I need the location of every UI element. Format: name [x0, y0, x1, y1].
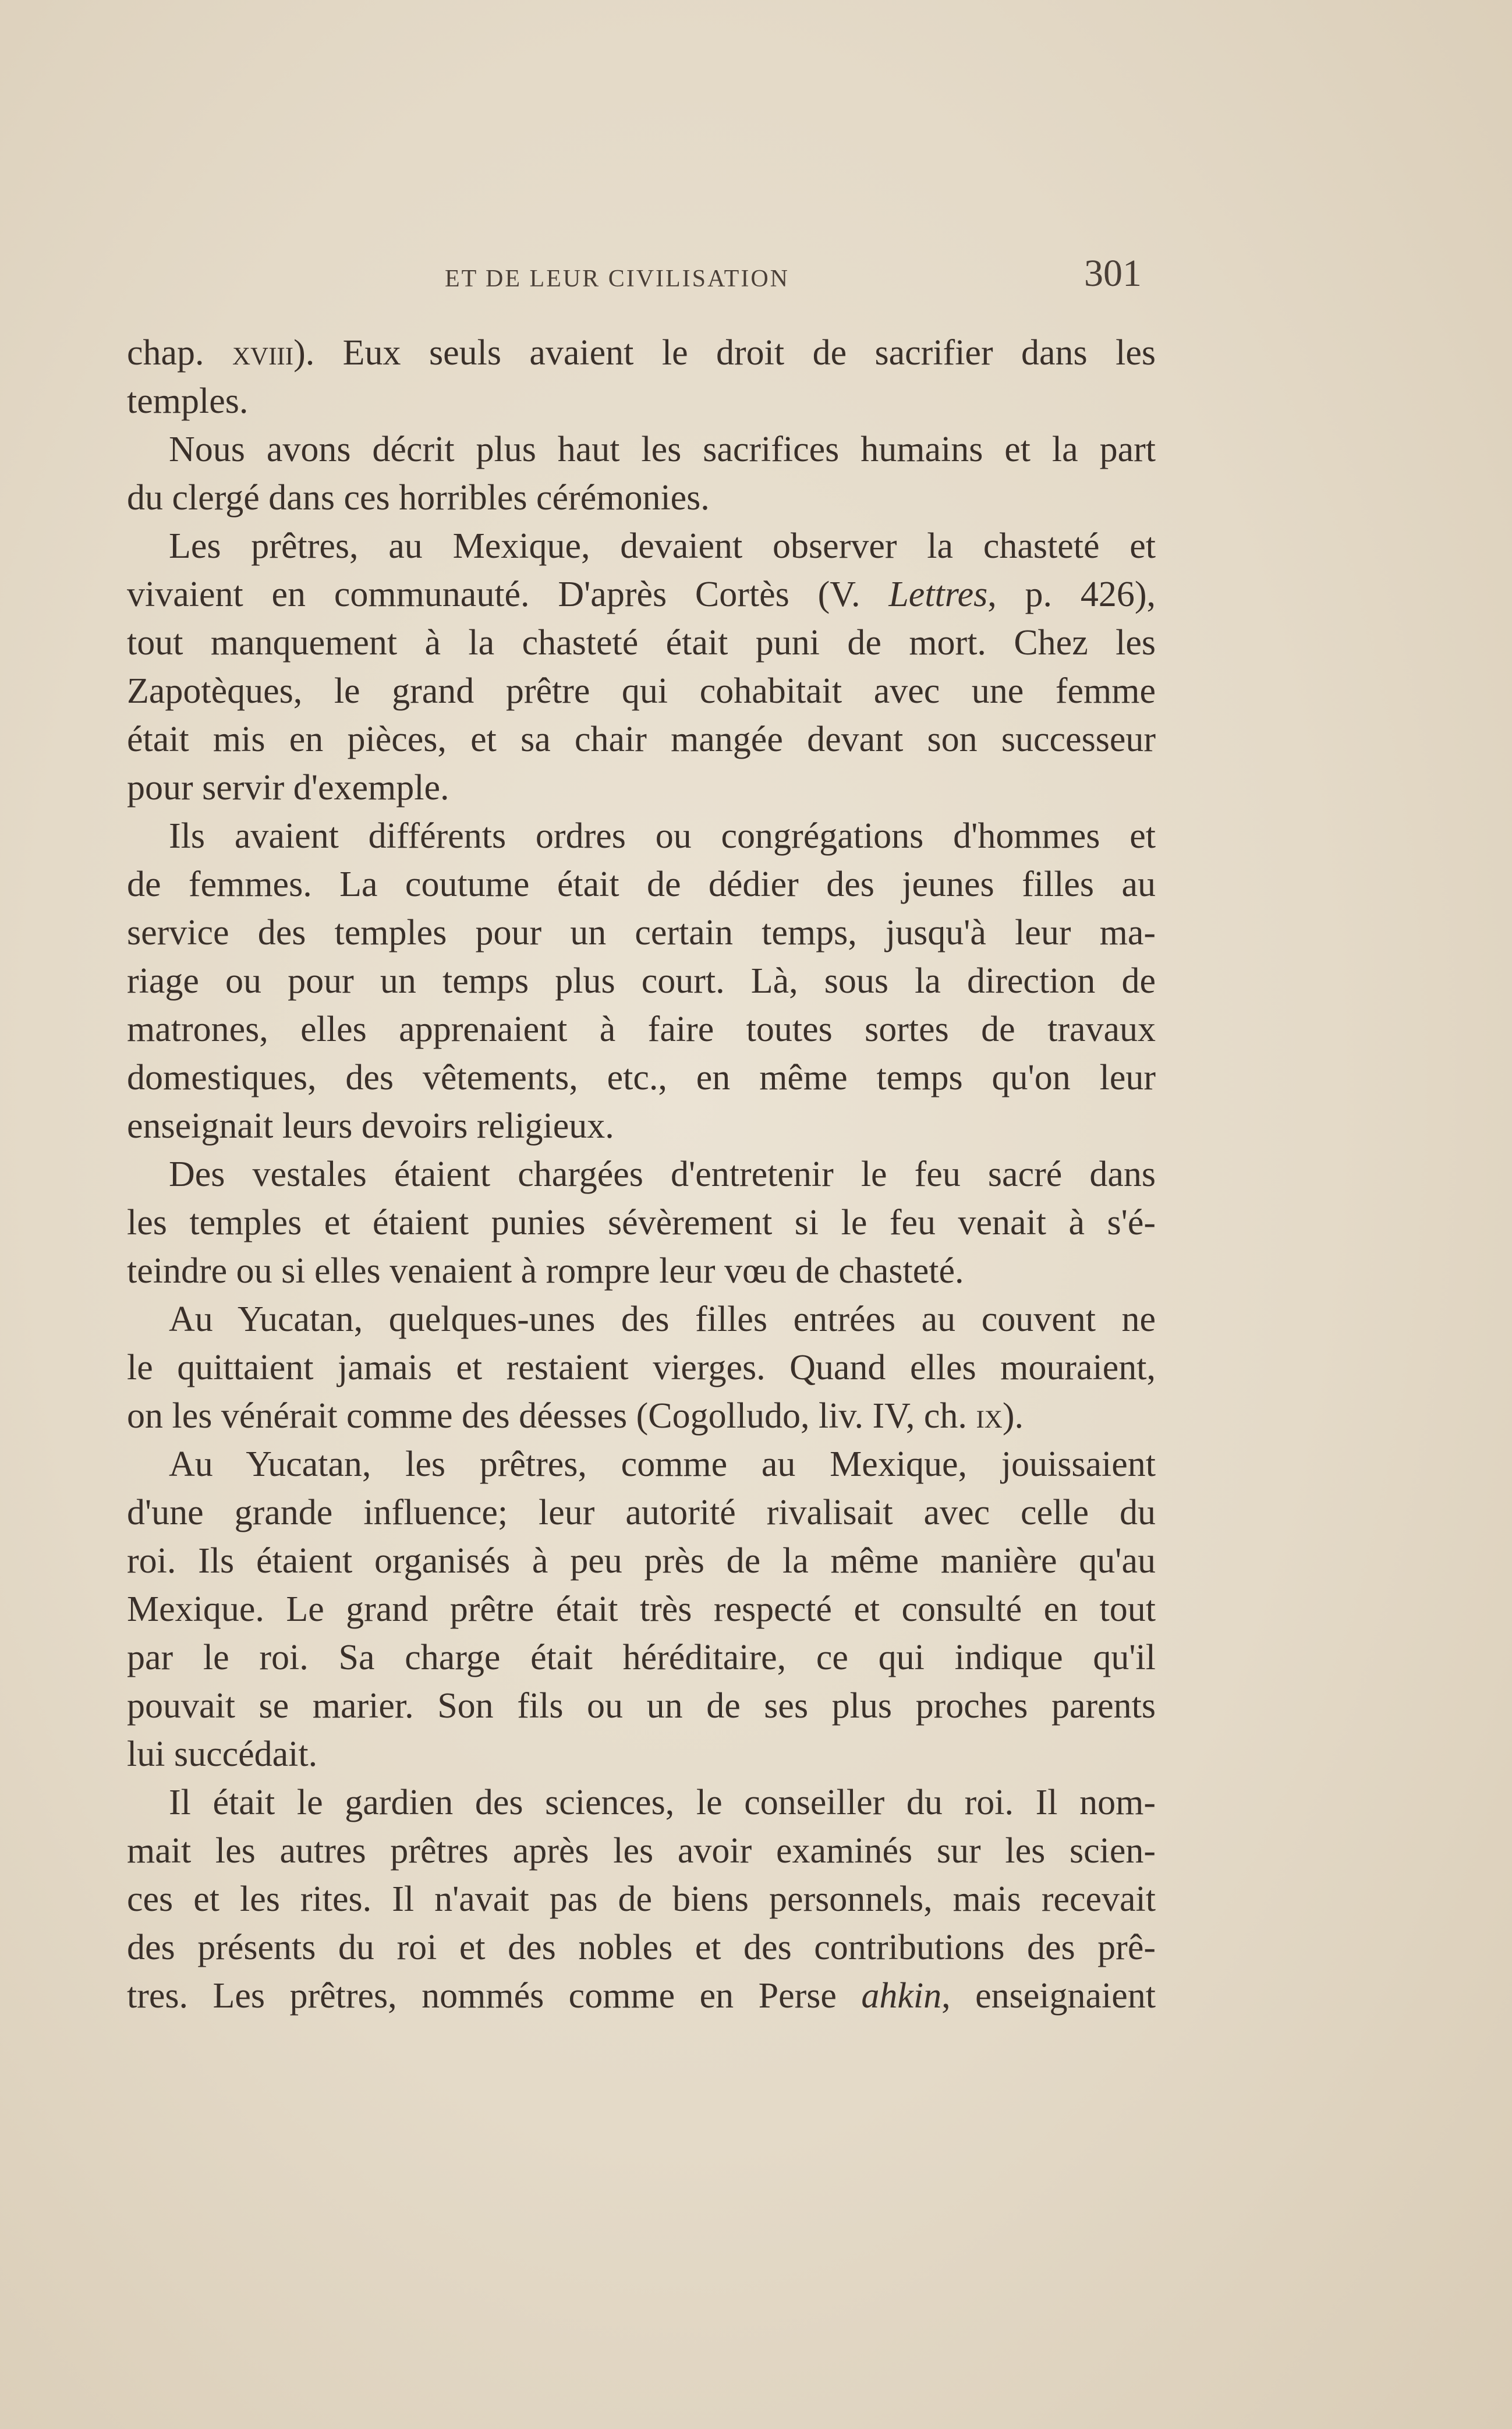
paragraph	[127, 329, 1156, 426]
text-line: Au Yucatan, les prêtres, comme au Mexique, jouissaient	[169, 1444, 1156, 1484]
text-line: service des temples pour un certain temps, jusqu'à leur ma-	[127, 913, 1156, 953]
text-line: teindre ou si elles venaient à rompre leur vœu de chasteté.	[127, 1251, 964, 1291]
text-line: le quittaient jamais et restaient vierges. Quand elles mouraient,	[127, 1348, 1156, 1387]
text-line: était mis en pièces, et sa chair mangée devant son successeur	[127, 720, 1156, 759]
text-line: pouvait se marier. Son fils ou un de ses plus proches parents	[127, 1686, 1156, 1726]
text-line: du clergé dans ces horribles cérémonies.	[127, 478, 710, 518]
paragraph	[127, 1295, 1156, 1440]
running-header: ET DE LEUR CIVILISATION	[445, 265, 789, 292]
text-line: Il était le gardien des sciences, le conseiller du roi. Il nom-	[169, 1783, 1156, 1822]
text-line: tout manquement à la chasteté était puni de mort. Chez les	[127, 623, 1156, 663]
text-line: domestiques, des vêtements, etc., en même temps qu'on leur	[127, 1058, 1156, 1097]
text-line: Des vestales étaient chargées d'entretenir le feu sacré dans	[169, 1155, 1156, 1194]
text-line: Mexique. Le grand prêtre était très respecté et consulté en tout	[127, 1589, 1156, 1629]
text-line: des présents du roi et des nobles et des contributions des prê-	[127, 1928, 1156, 1967]
text-line: Ils avaient différents ordres ou congrégations d'hommes et	[169, 816, 1156, 856]
paragraph	[127, 1150, 1156, 1295]
text-line: vivaient en communauté. D'après Cortès (V. Lettres, p. 426),	[127, 575, 1156, 614]
text-line: on les vénérait comme des déesses (Cogolludo, liv. IV, ch. ix).	[127, 1396, 1024, 1436]
paragraph	[127, 522, 1156, 812]
text-line: mait les autres prêtres après les avoir examinés sur les scien-	[127, 1831, 1156, 1871]
text-line: roi. Ils étaient organisés à peu près de la même manière qu'au	[127, 1541, 1156, 1581]
text-line: ces et les rites. Il n'avait pas de biens personnels, mais recevait	[127, 1879, 1156, 1919]
paragraph	[127, 812, 1156, 1150]
paragraph	[127, 1440, 1156, 1779]
text-line: Nous avons décrit plus haut les sacrifices humains et la part	[169, 430, 1156, 469]
text-line: temples.	[127, 381, 249, 421]
text-line: matrones, elles apprenaient à faire toutes sortes de travaux	[127, 1010, 1156, 1049]
text-line: Les prêtres, au Mexique, devaient observer la chasteté et	[169, 526, 1156, 566]
text-line: tres. Les prêtres, nommés comme en Perse ahkin, enseignaient	[127, 1976, 1156, 2016]
body-text	[127, 329, 1156, 2020]
text-line: les temples et étaient punies sévèrement si le feu venait à s'é-	[127, 1203, 1156, 1242]
text-line: par le roi. Sa charge était héréditaire, ce qui indique qu'il	[127, 1638, 1156, 1677]
text-line: Au Yucatan, quelques-unes des filles entrées au couvent ne	[169, 1300, 1156, 1339]
text-line: pour servir d'exemple.	[127, 768, 449, 808]
text-line: lui succédait.	[127, 1734, 318, 1774]
paragraph	[127, 1779, 1156, 2020]
text-line: riage ou pour un temps plus court. Là, sous la direction de	[127, 961, 1156, 1001]
paragraph	[127, 426, 1156, 522]
text-line: chap. xviii). Eux seuls avaient le droit de sacrifier dans les	[127, 333, 1156, 373]
text-line: Zapotèques, le grand prêtre qui cohabitait avec une femme	[127, 671, 1156, 711]
text-line: de femmes. La coutume était de dédier des jeunes filles au	[127, 865, 1156, 904]
page-number: 301	[1084, 252, 1142, 295]
text-line: enseignait leurs devoirs religieux.	[127, 1106, 614, 1146]
text-line: d'une grande influence; leur autorité rivalisait avec celle du	[127, 1493, 1156, 1532]
